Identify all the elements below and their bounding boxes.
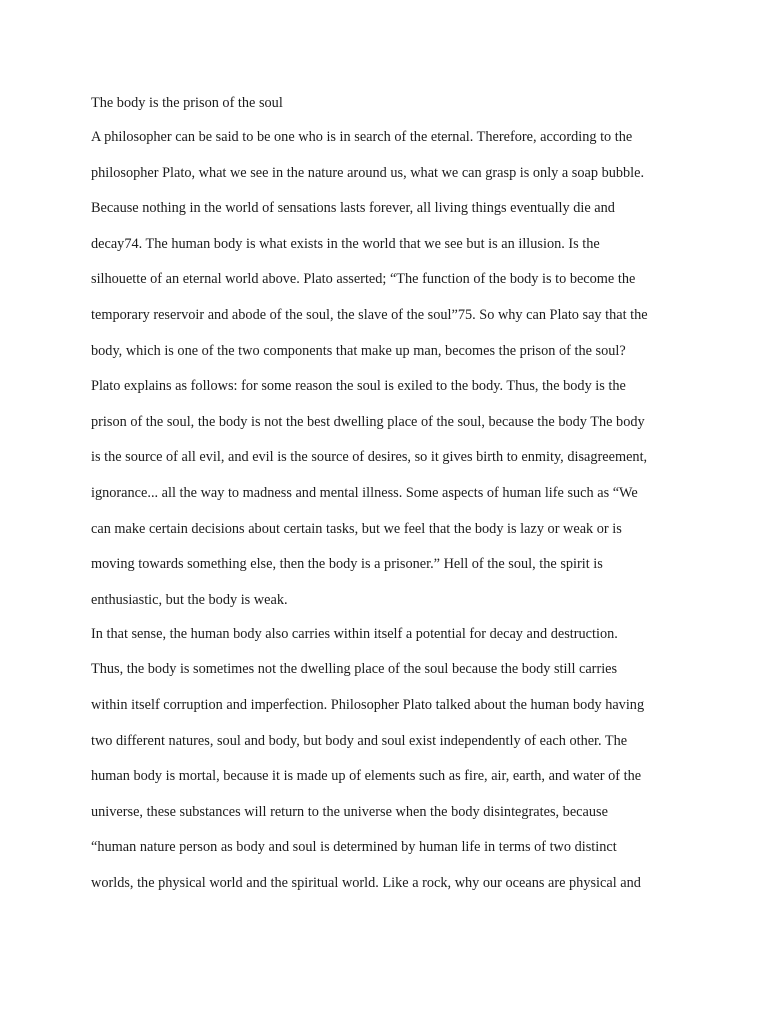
text-line: universe, these substances will return to the universe when the body disintegrates, because bbox=[91, 803, 608, 820]
text-line: philosopher Plato, what we see in the nature around us, what we can grasp is only a soap bubble. bbox=[91, 164, 645, 181]
text-line: enthusiastic, but the body is weak. bbox=[91, 591, 288, 608]
text-line: ignorance... all the way to madness and mental illness. Some aspects of human life such as “We bbox=[91, 484, 638, 501]
text-line: Thus, the body is sometimes not the dwelling place of the soul because the body still carries bbox=[91, 661, 618, 678]
text-line: decay74. The human body is what exists in the world that we see but is an illusion. Is the bbox=[91, 235, 600, 252]
text-line: Plato explains as follows: for some reason the soul is exiled to the body. Thus, the body is the bbox=[91, 378, 626, 395]
text-line: two different natures, soul and body, but body and soul exist independently of each other. The bbox=[91, 732, 628, 749]
text-line: prison of the soul, the body is not the best dwelling place of the soul, because the body The body bbox=[91, 413, 645, 430]
text-line: body, which is one of the two components that make up man, becomes the prison of the soul? bbox=[91, 342, 626, 359]
text-line: “human nature person as body and soul is determined by human life in terms of two distinct bbox=[91, 839, 617, 856]
text-line: moving towards something else, then the body is a prisoner.” Hell of the soul, the spirit is bbox=[91, 556, 603, 573]
document-title: The body is the prison of the soul bbox=[91, 95, 283, 111]
text-line: worlds, the physical world and the spiritual world. Like a rock, why our oceans are physical and bbox=[91, 874, 641, 891]
text-line: is the source of all evil, and evil is the source of desires, so it gives birth to enmity, disagreement, bbox=[91, 449, 648, 466]
text-line: temporary reservoir and abode of the soul, the slave of the soul”75. So why can Plato say that the bbox=[91, 306, 648, 323]
text-line: human body is mortal, because it is made up of elements such as fire, air, earth, and water of the bbox=[91, 768, 642, 785]
text-line: silhouette of an eternal world above. Plato asserted; “The function of the body is to become the bbox=[91, 271, 636, 288]
text-line: A philosopher can be said to be one who is in search of the eternal. Therefore, according to the bbox=[91, 129, 633, 145]
text-line: Because nothing in the world of sensations lasts forever, all living things eventually die and bbox=[91, 200, 615, 217]
text-line: can make certain decisions about certain tasks, but we feel that the body is lazy or weak or is bbox=[91, 520, 622, 537]
document-body bbox=[91, 92, 691, 907]
text-line: within itself corruption and imperfection. Philosopher Plato talked about the human body having bbox=[91, 696, 645, 713]
text-line: In that sense, the human body also carries within itself a potential for decay and destruction. bbox=[91, 625, 618, 642]
